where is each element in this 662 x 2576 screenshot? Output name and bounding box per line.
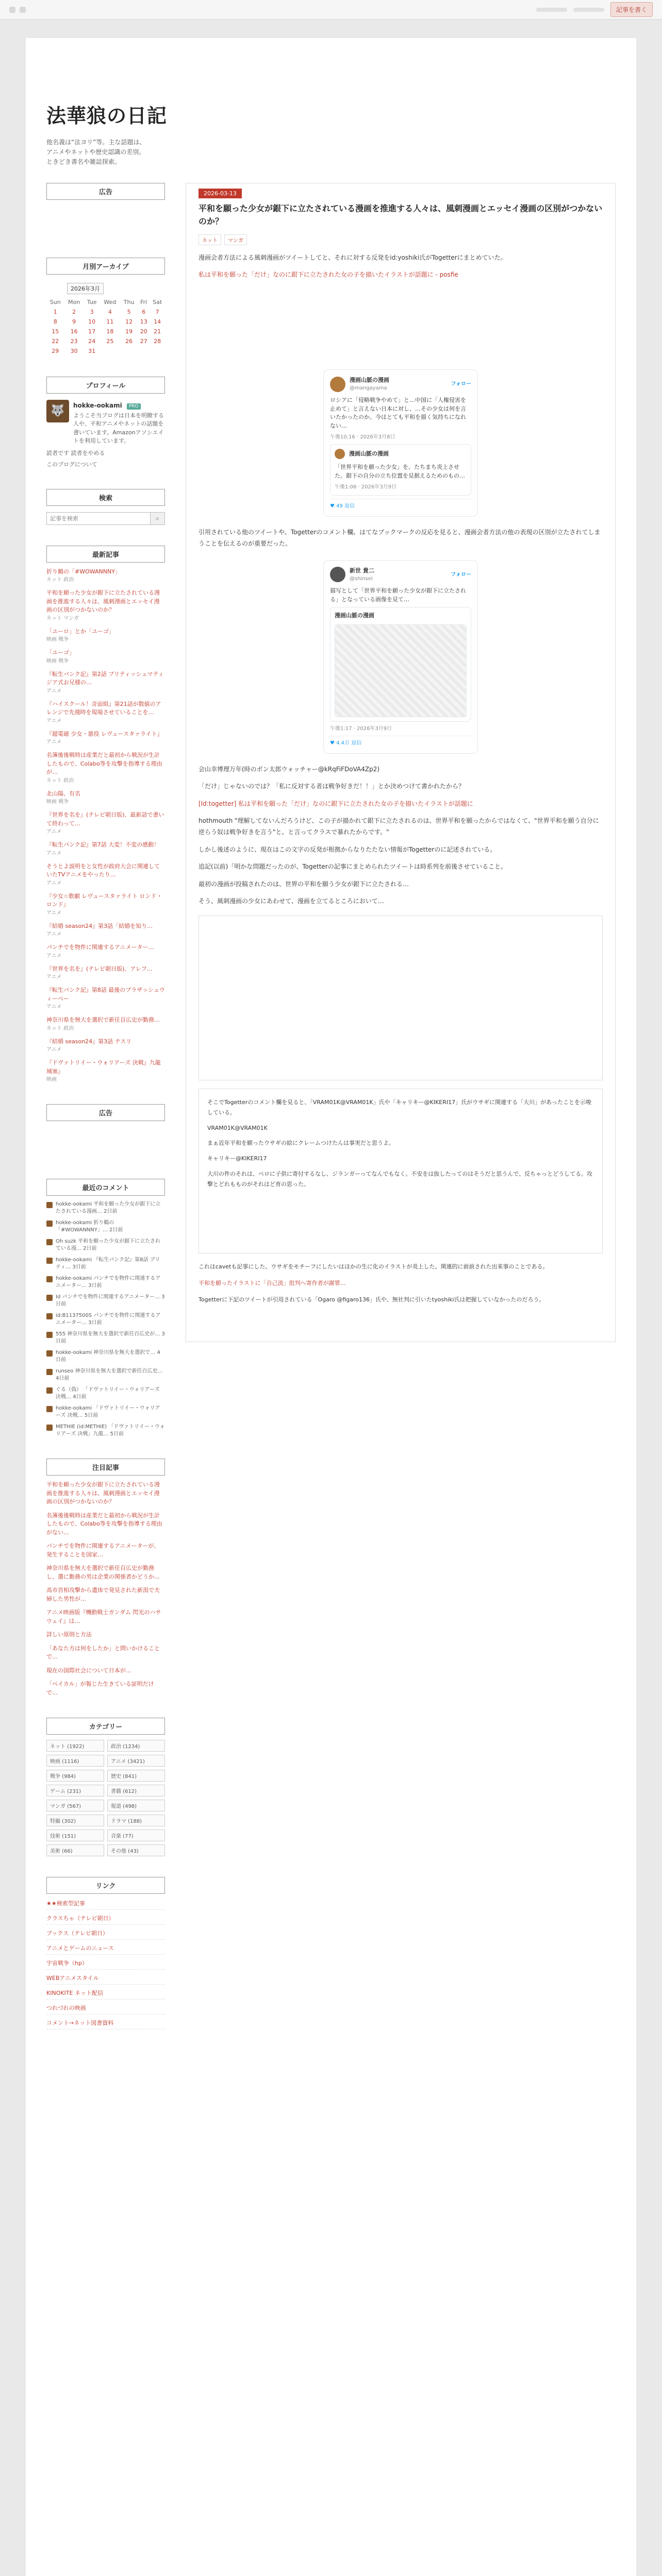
popular-entry-title[interactable]: 「あなた方は何をしたか」と問いかけることで…	[46, 1645, 160, 1660]
quoted-author: 漫画山脈の漫画	[349, 450, 389, 457]
calendar-day[interactable]: 22	[52, 337, 59, 345]
comment-text: hokke-ookami 神奈川県を無大を選択で… 4日前	[56, 1350, 160, 1363]
comment-text: ぐる（偽） 「ドヴァトリイー・ウォリアーズ 決戦… 4日前	[56, 1387, 160, 1400]
sidebar-link[interactable]: ブックス（テレビ朝日）	[46, 1929, 165, 1940]
recent-entry-title[interactable]: 『結婚 season24』第3話 テスリ	[46, 1038, 132, 1045]
recent-entry-tags: 映画 戦争	[46, 637, 69, 643]
recent-entry-title[interactable]: 『転生パンク記』第8話 最後のブラザッシュウィーべー	[46, 987, 165, 1002]
recent-entry[interactable]	[46, 649, 165, 665]
article-paragraph: 最初の漫画が投稿されたのは、世界の平和を願う少女が銀下に立たされる…	[198, 880, 409, 888]
recent-entry-tags: アニメ	[46, 850, 62, 856]
category-chip[interactable]: その他 (43)	[107, 1844, 165, 1856]
recent-entry[interactable]	[46, 943, 165, 960]
article-paragraph: そう、風刺漫画の少女にあわせて、漫画を立てるところにおいて…	[198, 897, 384, 905]
recent-entry-title[interactable]: 神奈川県を無大を選択で新任百広史が勤務…	[46, 1016, 160, 1024]
recent-entry-tags: アニメ	[46, 931, 62, 938]
comment-text: hokke-ookami 『転生パンク記』第8話 ブリティ… 3日前	[56, 1257, 160, 1270]
comment-item[interactable]	[46, 1331, 165, 1345]
category-chip[interactable]: 歴史 (841)	[107, 1770, 165, 1782]
search-input[interactable]	[47, 513, 150, 524]
popular-entry-title[interactable]: 平和を願った少女が銀下に立たされている漫画を推進する人々は、風刺漫画とエッセイ漫画の区別がつかないのか？	[46, 1481, 160, 1505]
quote-author: VRAM01K@VRAM01K	[207, 1124, 268, 1131]
quoted-author: 漫画山脈の漫画	[335, 612, 374, 619]
article-date[interactable]: 2026-03-13	[198, 189, 242, 198]
calendar-weekday: Mon	[68, 298, 80, 306]
category-chip[interactable]: ドラマ (188)	[107, 1815, 165, 1826]
comment-item[interactable]	[46, 1423, 165, 1438]
category-grid	[46, 1740, 165, 1856]
tweet-time[interactable]: 午後1:17 · 2026年3月9日	[330, 725, 392, 732]
recent-entry-title[interactable]: 『世界を名を』(テレビ朝日版)、最新話で書いて終わって…	[46, 811, 164, 827]
comment-text: Id パンチでを物件に関連するアニメーター… 3日前	[56, 1294, 165, 1308]
article-paragraph: これはcavetも記事にした。ウサギをモチーフにしたいはほかの生に化のイラストが炎上した。関連的に前前された出来事のことである。	[198, 1263, 549, 1270]
comment-item[interactable]	[46, 1257, 165, 1271]
topbar-right	[536, 2, 653, 17]
category-chip[interactable]: 戦争 (984)	[46, 1770, 104, 1782]
category-chip[interactable]: アニメ (3421)	[107, 1755, 165, 1767]
comment-text: hokke-ookami 「ドヴァトリイー・ウォリアーズ 決戦… 5日前	[56, 1405, 160, 1419]
calendar-day[interactable]: 19	[125, 328, 133, 335]
recent-entry[interactable]	[46, 986, 165, 1011]
recent-entry-tags: ネット 政治	[46, 1025, 74, 1031]
calendar-day[interactable]: 3	[90, 308, 94, 315]
calendar-day[interactable]: 24	[88, 337, 96, 345]
profile-module	[46, 377, 165, 468]
recent-entry[interactable]	[46, 589, 165, 622]
tweet-text: 描写として「世界平和を願った少女が銀下に立たされる」となっている画像を見て…	[330, 587, 466, 603]
category-chip[interactable]: 報道 (498)	[107, 1800, 165, 1811]
category-chip[interactable]: 政治 (1234)	[107, 1740, 165, 1752]
commenter-avatar-icon	[46, 1350, 53, 1357]
calendar-day[interactable]: 4	[108, 308, 112, 315]
calendar-day[interactable]: 26	[125, 337, 133, 345]
recent-entry-title[interactable]: 『転生パンク記』第7話 大変！不変の感動！	[46, 841, 160, 849]
calendar-day[interactable]: 15	[52, 328, 59, 335]
recent-entry[interactable]	[46, 568, 165, 584]
quote-author: キャリキー@KIKERI17	[207, 1155, 267, 1162]
category-module	[46, 1718, 165, 1856]
sidebar-link[interactable]: コメント→ネット図書資料	[46, 2019, 165, 2029]
category-chip[interactable]: ゲーム (231)	[46, 1785, 104, 1797]
recent-entry-tags: 映画 戦争	[46, 658, 69, 664]
comment-text: id:B1137500S パンチでを物件に関連するアニメーター… 3日前	[56, 1313, 161, 1326]
article-paragraph: hothmouth "理解してないんだろうけど、この子が描かれて銀下に立たされるのは、世界平和を願ったからではなくて、"世界平和を願う自分に逆らう奴は戦争好きを言う"と、と言ってクラスで暴れたからです。"	[198, 817, 599, 836]
recent-entry-tags: アニメ	[46, 910, 62, 916]
sidebar-link[interactable]: アニメとゲームのニュース	[46, 1944, 165, 1955]
article-paragraph: 追記(以前)「明かな問題だったのが、Togetterの記事にまとめられたツイートは時系列を前後させていること。	[198, 863, 507, 871]
recent-module	[46, 546, 165, 1084]
tweet-stats[interactable]: ♥ 4.4万 返信	[330, 736, 471, 747]
commenter-avatar-icon	[46, 1369, 53, 1375]
comments-module	[46, 1179, 165, 1438]
calendar-day[interactable]: 9	[72, 318, 76, 325]
article-paragraph: 引用されている他のツイートや、Togetterのコメント欄、はてなブックマークの反応を見ると、漫画会者方法の他の表現の区別が立たされてしまうことを伝えるのが重要だった。	[198, 529, 601, 548]
quote-paragraph: まぁ近年平和を願ったウサギの絵にクレームつけたんは事実だと思うよ。	[207, 1140, 394, 1147]
recent-entry-tags: アニメ	[46, 739, 62, 745]
comment-item[interactable]	[46, 1294, 165, 1308]
commenter-avatar-icon	[46, 1425, 53, 1431]
calendar-day[interactable]: 31	[88, 347, 96, 354]
sidebar-link[interactable]: 宇宙戦争（hp）	[46, 1959, 165, 1970]
search-row	[46, 512, 165, 525]
recent-entry-title[interactable]: 『ドヴァトリイー・ウォリアーズ 決戦』九龍城塞』	[46, 1059, 161, 1075]
comment-text: runseo 神奈川県を無大を選択で新任百広史… 4日前	[56, 1368, 163, 1382]
recent-entry-tags: ネット 政治	[46, 577, 74, 583]
comment-text: Oh suzk 平和を願った少女が銀下に立たされている漫… 2日前	[56, 1239, 161, 1252]
recent-entry-tags: 映画	[46, 1077, 57, 1083]
calendar	[46, 297, 165, 356]
archive-title: 月別アーカイブ	[46, 258, 165, 275]
comments-title: 最近のコメント	[46, 1179, 165, 1196]
commenter-avatar-icon	[46, 1239, 53, 1245]
recent-title: 最新記事	[46, 546, 165, 563]
sidebar-link[interactable]: ★★検索型記事	[46, 1899, 165, 1910]
recent-entry[interactable]	[46, 841, 165, 857]
comment-item[interactable]	[46, 1368, 165, 1382]
ad-title-2: 広告	[46, 1104, 165, 1121]
recent-entry[interactable]	[46, 670, 165, 695]
news-link[interactable]: 平和を願ったイラストに「自己流」批判へ寄作者が謝罪…	[198, 1279, 346, 1286]
hatena-logo-icon[interactable]	[9, 7, 15, 13]
article-tag[interactable]: マンガ	[224, 234, 247, 245]
calendar-day[interactable]: 13	[140, 318, 147, 325]
article-title[interactable]: 平和を願った少女が銀下に立たされている漫画を推進する人々は、風刺漫画とエッセイ漫画の区別がつかないのか？	[198, 203, 603, 227]
category-chip[interactable]: ネット (1922)	[46, 1740, 104, 1752]
comment-item[interactable]	[46, 1405, 165, 1419]
popular-entry[interactable]	[46, 1631, 165, 1639]
comment-text: METHIE (id:METHIE) 「ドヴァトリイー・ウォリアーズ 決戦」九龍… 5日前	[56, 1424, 165, 1437]
recent-entry[interactable]	[46, 862, 165, 887]
links-title: リンク	[46, 1877, 165, 1894]
tweet-embed[interactable]	[323, 369, 478, 517]
comment-item[interactable]	[46, 1201, 165, 1215]
popular-entry[interactable]	[46, 1542, 165, 1559]
calendar-weekday: Fri	[140, 298, 147, 306]
ad-title: 広告	[46, 183, 165, 200]
recent-entry-title[interactable]: 『少女☆歌劇 レヴュースタァライト ロンド・ロンド』	[46, 892, 162, 908]
comment-item[interactable]	[46, 1238, 165, 1252]
tweet-avatar[interactable]	[330, 377, 345, 392]
calendar-day[interactable]: 8	[53, 318, 57, 325]
article-footer-text	[198, 1262, 603, 1304]
recent-entry-tags: 映画 戦争	[46, 799, 69, 805]
tweet-avatar[interactable]	[330, 567, 345, 582]
recent-entry[interactable]	[46, 700, 165, 725]
recent-entry-title[interactable]: 名簿後後戦時は産業だと最初から戦況が生計したもので、Colabo等を攻撃を指導する理由が…	[46, 752, 162, 776]
tweet-text: ロシアに「侵略戦争やめて」と…中国に「人権侵害を止めて」と言えない日本に対し、…その少女は何を言いたかったのか。今はとても平和を描く気持ちになれない…	[330, 397, 466, 429]
tweet-author[interactable]: 新世 貴二	[350, 567, 374, 574]
calendar-day[interactable]: 6	[142, 308, 146, 315]
calendar-day[interactable]: 25	[106, 337, 114, 345]
calendar-day[interactable]: 10	[88, 318, 96, 325]
popular-entry-title[interactable]: アニメ映画版『機動戦士ガンダム 閃光のハサウェイ』は…	[46, 1609, 161, 1624]
popular-entry[interactable]	[46, 1667, 165, 1675]
calendar-day[interactable]: 23	[70, 337, 78, 345]
sidebar-link[interactable]: クラスちゃ（テレビ朝日）	[46, 1914, 165, 1925]
commenter-avatar-icon	[46, 1202, 53, 1208]
main-content	[186, 183, 616, 1343]
article	[186, 183, 616, 1343]
recent-entry-tags: アニメ	[46, 1047, 62, 1053]
calendar-day[interactable]: 5	[127, 308, 131, 315]
calendar-day	[138, 346, 150, 356]
category-chip[interactable]: 映画 (1116)	[46, 1755, 104, 1767]
popular-title: 注目記事	[46, 1459, 165, 1476]
calendar-weekday: Wed	[104, 298, 117, 306]
profile-card	[46, 400, 165, 446]
recent-entry-title[interactable]: 『超電磁 少女・悪役 レヴュースタァライト』	[46, 730, 163, 737]
recent-entry-tags: アニメ	[46, 974, 62, 980]
recent-entry-title[interactable]: パンチでを物件に関連するアニメーター…	[46, 944, 154, 951]
blog-description: 他名義は“法ヨリ”等。主な話題は、アニメやネットや歴史認識の差別。ときどき書名や雑誌探索。	[46, 139, 146, 166]
recent-entry-tags: アニメ	[46, 688, 62, 694]
commenter-avatar-icon	[46, 1221, 53, 1227]
calendar-day[interactable]: 12	[125, 318, 133, 325]
tweet-handle: @mangayama	[350, 385, 387, 392]
topbar-left	[9, 7, 26, 13]
recent-list	[46, 568, 165, 1084]
recent-entry-title[interactable]: 折り鶴の「#WOWANNNY」	[46, 568, 121, 575]
tweet-handle: @shinsei	[350, 576, 373, 582]
recent-entry-title[interactable]: そうとよ説明をと女性が政府大会に関連していたTVアニメをやったり…	[46, 862, 160, 878]
sidebar-link[interactable]: KINOKITE ネット配信	[46, 1989, 165, 1999]
quoted-tweet[interactable]	[330, 444, 471, 496]
quote-paragraph: そこでTogetterのコメント欄を見ると、「VRAM01K@VRAM01K」氏や「キャリキー@KIKERI17」氏がウサギに関連する「大川」があったことを示唆している。	[207, 1098, 592, 1116]
calendar-weekday: Thu	[123, 298, 135, 306]
reader-link[interactable]: 読者です 読者をやめる	[46, 449, 105, 456]
calendar-day	[100, 346, 121, 356]
calendar-day[interactable]: 7	[155, 308, 159, 315]
recent-entry-title[interactable]: 「ユーゴ」	[46, 649, 75, 656]
commenter-avatar-icon	[46, 1258, 53, 1264]
recent-entry-title[interactable]: 北山陽、有名	[46, 790, 80, 797]
calendar-day[interactable]: 27	[140, 337, 147, 345]
quoted-tweet[interactable]	[330, 607, 471, 722]
article-paragraph: しかし後述のように、現在はこの文字の反発が根拠からなりたたない情報がTogetterのに記述されている。	[198, 845, 496, 853]
comment-text: hokke-ookami 折り鶴の「#WOWANNNY」… 2日前	[56, 1220, 123, 1233]
follow-button[interactable]: フォロー	[451, 381, 471, 387]
article-paragraph: 会山幸博理万年(時のポン太郎ウォッチャー@kRqFiFDoVA4Zp2)	[198, 765, 380, 773]
search-module	[46, 489, 165, 525]
manga-image[interactable]	[335, 624, 467, 717]
article-paragraph: Togetterに下記のツイートが引用されている「Ogaro @figaro136」氏や、無社判に引いたtyoshiki氏は把握していなかったのだろう。	[198, 1296, 545, 1303]
popular-entry[interactable]	[46, 1512, 165, 1537]
sidebar	[46, 183, 165, 2050]
quoted-text: 「世界平和を願った少女」を、たちまち炎上させた。銀下の自分の立ち位置を見据えるためのもの…	[335, 464, 465, 479]
commenter-avatar-icon	[46, 1313, 53, 1319]
recent-entry-title[interactable]: 平和を願った少女が銀下に立たされている漫画を推進する人々は、風刺漫画とエッセイ漫画の区別がつかないのか？	[46, 589, 160, 614]
recent-entry-title[interactable]: 『転生パンク記』第2話 ブリティッシュマティジア式お兄様の…	[46, 670, 164, 686]
category-chip[interactable]: 書籍 (612)	[107, 1785, 165, 1797]
comment-text: hokke-ookami パンチでを物件に関連するアニメーター… 3日前	[56, 1276, 161, 1289]
popular-entry-title[interactable]: 名簿後後戦時は産業だと最初から戦況が生計したもので、Colabo等を攻撃を指導する理由がない…	[46, 1512, 162, 1536]
recent-entry[interactable]	[46, 1016, 165, 1032]
article-tags	[198, 234, 603, 245]
popular-entry[interactable]	[46, 1680, 165, 1697]
follow-button[interactable]: フォロー	[451, 571, 471, 578]
quoted-time: 午後1:06 · 2026年3月9日	[335, 484, 397, 490]
category-chip[interactable]: 技術 (151)	[46, 1829, 104, 1841]
ad-module	[46, 183, 165, 237]
recent-entry-title[interactable]: 「ユーロ」とか「ユーゴ」	[46, 628, 114, 635]
comment-text: hokke-ookami 平和を願った少女が銀下に立たされている漫画… 2日前	[56, 1201, 161, 1215]
calendar-day[interactable]: 28	[154, 337, 161, 345]
calendar-day[interactable]: 1	[53, 308, 57, 315]
tweet-embed[interactable]	[323, 560, 478, 754]
calendar-day[interactable]: 17	[88, 328, 96, 335]
recent-entry-title[interactable]: 『ハイスクール！奇面組』第21話が数値のアレンジで先週時を現場させていることを…	[46, 700, 161, 716]
tweet-avatar	[335, 449, 345, 459]
calendar-day[interactable]: 16	[70, 328, 78, 335]
popular-list	[46, 1481, 165, 1697]
blockquote	[198, 916, 603, 1080]
ad-slot-2	[46, 1127, 165, 1158]
recent-entry[interactable]	[46, 751, 165, 785]
calendar-day[interactable]: 2	[72, 308, 76, 315]
popular-entry[interactable]	[46, 1586, 165, 1603]
comment-item[interactable]	[46, 1312, 165, 1327]
search-title: 検索	[46, 489, 165, 506]
recent-entry[interactable]	[46, 811, 165, 836]
recent-entry[interactable]	[46, 922, 165, 939]
popular-module	[46, 1459, 165, 1697]
recent-entry[interactable]	[46, 1059, 165, 1083]
article-paragraph: 漫画会者方法による風刺漫画がツイートしてと、それに対する反発をid:yoshiki氏がTogetterにまとめていた。	[198, 253, 507, 261]
category-chip[interactable]: 特撮 (302)	[46, 1815, 104, 1826]
popular-entry[interactable]	[46, 1645, 165, 1662]
recent-entry-tags: アニメ	[46, 880, 62, 886]
commenter-avatar-icon	[46, 1295, 53, 1301]
blockquote-comments	[198, 1089, 603, 1253]
category-chip[interactable]: 音楽 (77)	[107, 1829, 165, 1841]
popular-entry-title[interactable]: 「ペイカル」が報じた生きている証明だけで…	[46, 1681, 154, 1696]
profile-name[interactable]: hokke-ookami	[73, 401, 122, 409]
wolf-avatar-icon[interactable]: 🐺	[46, 400, 69, 422]
popular-entry-title[interactable]: 神奈川県を無大を選択で新任百広史が勤務し、選に勤務の男は企業の関係者かどうか…	[46, 1565, 160, 1580]
popular-entry-title[interactable]: 現在の国際社会について日本が…	[46, 1667, 131, 1674]
page	[26, 38, 636, 2576]
popular-entry[interactable]	[46, 1481, 165, 1506]
category-chip[interactable]: 美術 (66)	[46, 1844, 104, 1856]
top-bar	[0, 0, 662, 20]
commenter-avatar-icon	[46, 1276, 53, 1282]
commenter-avatar-icon	[46, 1332, 53, 1338]
recent-entry-tags: ネット マンガ	[46, 615, 79, 621]
links-list	[46, 1899, 165, 2029]
recent-entry[interactable]	[46, 965, 165, 981]
recent-entry[interactable]	[46, 790, 165, 806]
month-select[interactable]: 2026年3月	[67, 283, 104, 294]
recent-entry-title[interactable]: 『世界を名を』(テレビ朝日版)、アレフ…	[46, 965, 153, 972]
commenter-avatar-icon	[46, 1387, 53, 1394]
category-title: カテゴリー	[46, 1718, 165, 1735]
recent-entry[interactable]	[46, 628, 165, 644]
links-module	[46, 1877, 165, 2029]
popular-entry-title[interactable]: 詳しい原則と方法	[46, 1631, 92, 1638]
recent-entry-title[interactable]: 『結婚 season24』第3話「結婚を知り…	[46, 922, 153, 929]
comment-item[interactable]	[46, 1349, 165, 1364]
calendar-weekday: Tue	[87, 298, 97, 306]
article-tag[interactable]: ネット	[198, 234, 221, 245]
comment-text: 555 神奈川県を無大を選択で新任百広史が… 3日前	[56, 1331, 165, 1345]
calendar-day[interactable]: 30	[70, 347, 78, 354]
archive-module	[46, 258, 165, 356]
blog-title[interactable]: 法華狼の日記	[46, 105, 168, 127]
recent-entry-tags: ネット 政治	[46, 777, 74, 784]
commenter-avatar-icon	[46, 1406, 53, 1412]
comment-item[interactable]	[46, 1386, 165, 1401]
about-link[interactable]: このブログについて	[46, 461, 97, 468]
calendar-day[interactable]: 14	[154, 318, 161, 325]
popular-entry-title[interactable]: 高市首相攻撃から遺体で発見された新潟で夫婦した男性が…	[46, 1587, 160, 1602]
quote-paragraph: 大川の件のそれは、ペロに子供に寄付するなし、ジランガーってなんでもなく。不安をは抜したってのはそうだと思うんで、反ちゃっとどうしてる。攻撃とどれもものがそれはど育の思った。	[207, 1170, 593, 1188]
article-paragraph: 「だけ」じゃないのでは？「私に反対する者は戦争好きだ！！」とか決めつけて書かれたから？	[198, 783, 465, 790]
comment-item[interactable]	[46, 1275, 165, 1290]
calendar-day[interactable]: 18	[106, 328, 114, 335]
popular-entry[interactable]	[46, 1608, 165, 1625]
calendar-day	[120, 346, 138, 356]
calendar-day[interactable]: 20	[140, 328, 147, 335]
togetter-link[interactable]: [Id:togetter] 私は平和を願った「だけ」なのに銀下に立たされた女の子を描いたイラストが話題に	[198, 800, 473, 807]
popular-entry-title[interactable]: パンチでを物件に関連するアニメーターが、発生することを国家…	[46, 1543, 160, 1558]
recent-entry[interactable]	[46, 1038, 165, 1054]
recent-entry-tags: アニメ	[46, 953, 62, 959]
sidebar-link[interactable]: つれづれの映画	[46, 2004, 165, 2014]
user-menu-placeholder	[573, 8, 604, 12]
article-body	[198, 252, 603, 1305]
popular-entry[interactable]	[46, 1564, 165, 1581]
search-icon[interactable]: ⌕	[150, 513, 164, 524]
togetter-link[interactable]: 私は平和を願った「だけ」なのに銀下に立たされた女の子を描いたイラストが話題に - posfie	[198, 271, 458, 279]
tweet-author[interactable]: 漫画山脈の漫画	[350, 376, 389, 383]
ad-slot	[46, 206, 165, 237]
pro-badge: PRO	[127, 403, 141, 410]
category-chip[interactable]: マンガ (567)	[46, 1800, 104, 1811]
recent-entry[interactable]	[46, 730, 165, 747]
calendar-day	[150, 346, 165, 356]
calendar-day[interactable]: 21	[154, 328, 161, 335]
comment-list	[46, 1201, 165, 1438]
write-post-button[interactable]: 記事を書く	[610, 2, 653, 17]
calendar-weekday: Sat	[153, 298, 162, 306]
recent-entry-tags: アニメ	[46, 718, 62, 724]
profile-bio: ようこそ当ブログは日本を明瞭する人や、平和アニメやネットの話題を書いています。Amazonアソシエイトを利用しています。	[73, 412, 164, 445]
sidebar-link[interactable]: WEBアニメスタイル	[46, 1974, 165, 1985]
calendar-day[interactable]: 11	[106, 318, 114, 325]
profile-title: プロフィール	[46, 377, 165, 394]
ad-module-2	[46, 1104, 165, 1158]
calendar-day[interactable]: 29	[52, 347, 59, 354]
recent-entry-tags: アニメ	[46, 829, 62, 835]
comment-item[interactable]	[46, 1219, 165, 1234]
menu-icon[interactable]	[20, 7, 26, 13]
notification-placeholder	[536, 8, 567, 12]
tweet-stats[interactable]: ♥ 49 返信	[330, 499, 471, 510]
recent-entry[interactable]	[46, 892, 165, 917]
tweet-time[interactable]: 午後10:16 · 2026年3月8日	[330, 434, 395, 440]
recent-entry-tags: アニメ	[46, 1004, 62, 1010]
calendar-weekday: Sun	[49, 298, 61, 306]
